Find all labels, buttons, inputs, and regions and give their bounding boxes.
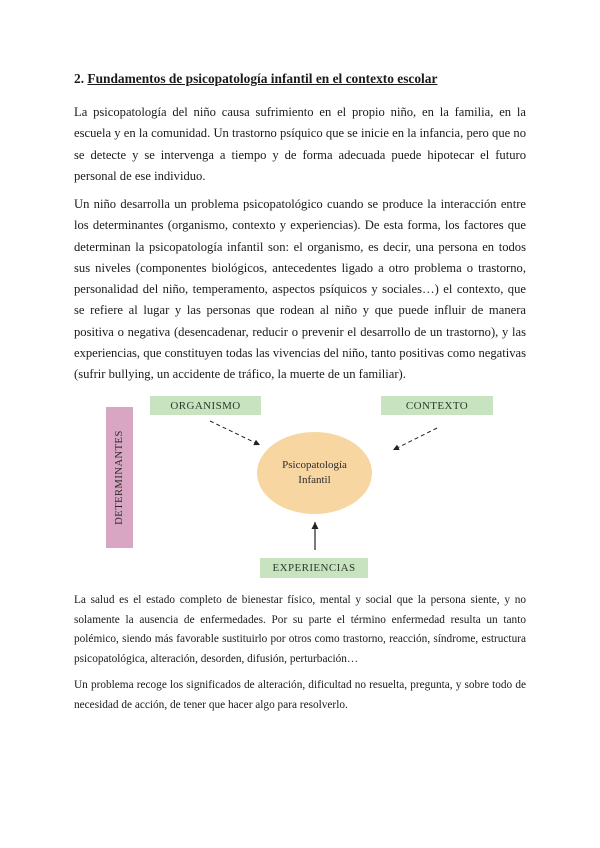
determinants-diagram xyxy=(100,390,520,585)
organism-arrow xyxy=(210,421,260,445)
experiences-label: EXPERIENCIAS xyxy=(272,562,356,574)
section-number: 2. xyxy=(74,71,85,86)
context-arrow xyxy=(393,428,437,450)
paragraph-intro: La psicopatología del niño causa sufrimiento en el propio niño, en la familia, en la escuela y en la comunidad. Un trastorno psíquico que se inicie en la infancia, pero que no se detecte y se intervenga a tiempo y de forma adecuada puede hipotecar el futuro personal de ese individuo. xyxy=(74,105,526,183)
context-label: CONTEXTO xyxy=(405,399,469,412)
section-heading xyxy=(74,71,534,87)
center-ellipse xyxy=(257,432,372,514)
context-box xyxy=(381,396,493,415)
experiences-box xyxy=(260,558,368,578)
paragraph-problem: Un problema recoge los significados de alteración, dificultad no resuelta, pregunta, y sobre todo de necesidad de acción, de tener que hacer algo para resolverlo. xyxy=(74,679,526,711)
paragraph-determinants: Un niño desarrolla un problema psicopatológico cuando se produce la interacción entre los determinantes (organismo, contexto y experiencias). De esta forma, los factores que determinan la psicopatología infantil son: el organismo, es decir, una persona en todos sus niveles (componentes biológicos, antecedentes ligado a otro problema o trastorno, personalidad del niño, temperamento, aspectos psíquicos y sociales…) el contexto, que se refiere al lugar y las personas que rodean al niño y que puede influir de manera positiva o negativa (desencadenar, reducir o prevenir el desarrollo de un trastorno), y las experiencias, que constituyen todas las vivencias del niño, tanto positivas como negativas (sufrir bullying, un accidente de tráfico, la muerte de un familiar). xyxy=(74,197,526,382)
section-title: Fundamentos de psicopatología infantil en el contexto escolar xyxy=(87,71,438,86)
organism-label: ORGANISMO xyxy=(170,399,241,412)
determinants-bar xyxy=(106,407,133,548)
paragraph-health: La salud es el estado completo de bienestar físico, mental y social que la persona siente, y no solamente la ausencia de enfermedades. Por su parte el término enfermedad resulta un tanto polémico, siendo más favorable sustituirlo por otros como trastorno, reacción, síndrome, estructura psicopatológica, alteración, desorden, difusión, perturbación… xyxy=(74,594,526,665)
center-label-line1: Psicopatología xyxy=(282,459,347,471)
determinants-label: DETERMINANTES xyxy=(114,430,126,525)
organism-box xyxy=(150,396,261,415)
center-label-line2: Infantil xyxy=(298,474,331,486)
